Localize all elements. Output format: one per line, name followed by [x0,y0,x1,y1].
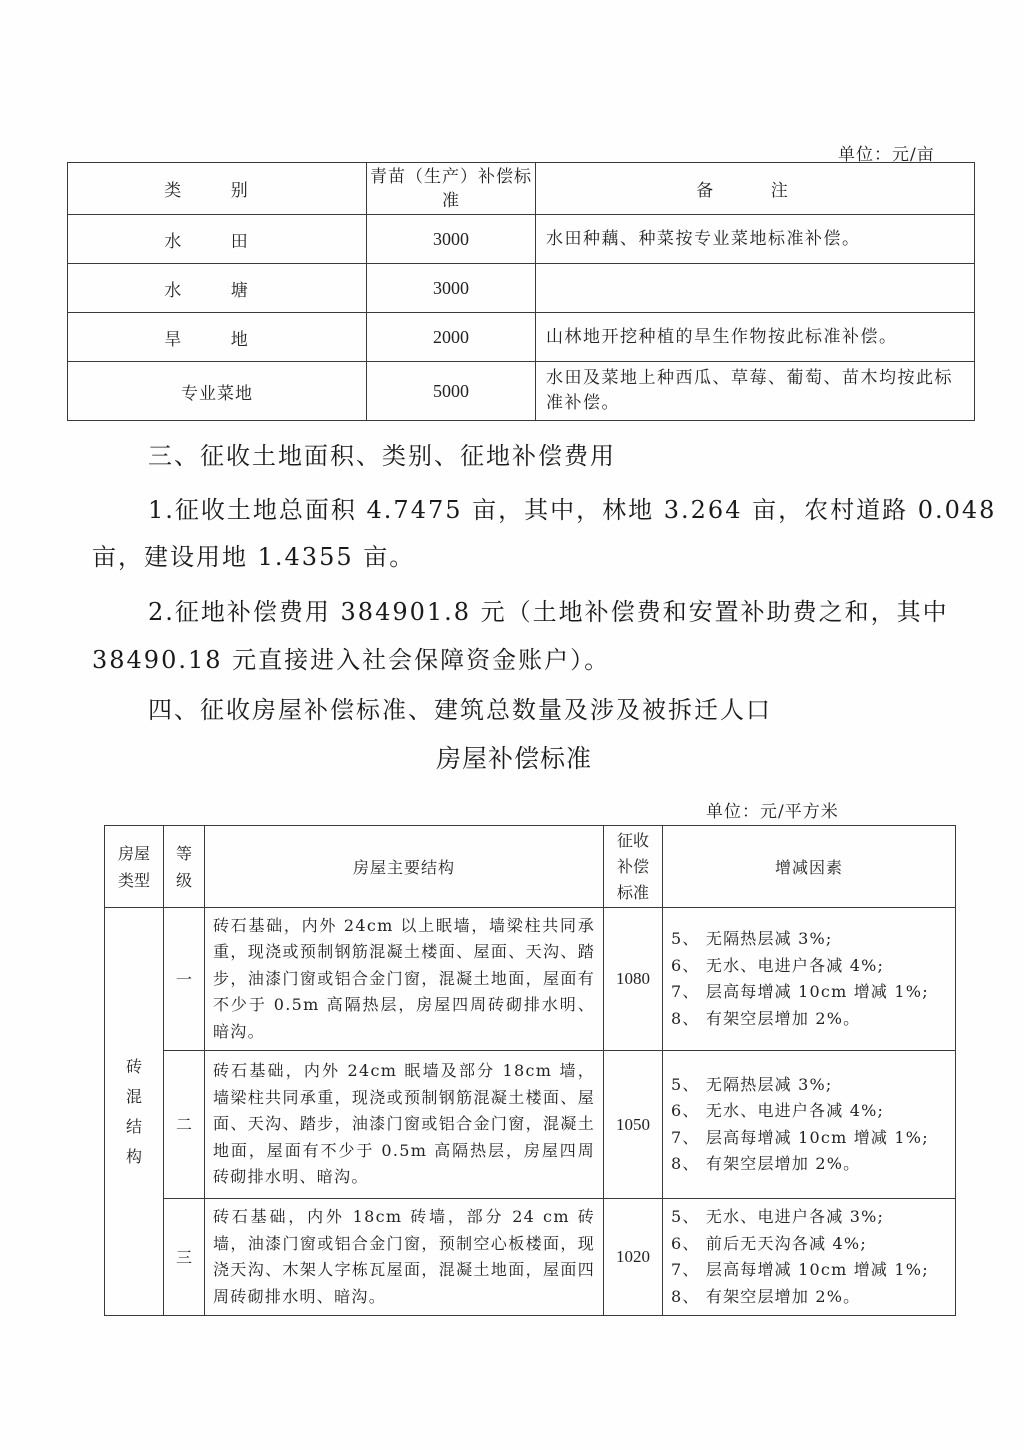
paragraph-1-line-1: 1.征收土地总面积 4.7475 亩，其中，林地 3.264 亩，农村道路 0.048 [148,496,997,524]
table-row [105,908,956,1051]
header-structure: 房屋主要结构 [205,826,604,908]
factor-item: 5、 无水、电进户各减 3%; [671,1207,885,1226]
row-note: 山林地开挖种植的旱生作物按此标准补偿。 [536,313,975,362]
row-standard: 3000 [367,264,536,313]
factor-item: 7、 层高每增减 10cm 增减 1%; [671,982,929,1001]
row-standard: 2000 [367,313,536,362]
row-category: 旱 地 [68,313,367,362]
row-factors [663,1051,956,1199]
paragraph-2-line-2: 38490.18 元直接进入社会保障资金账户）。 [92,646,611,674]
factor-item: 7、 层高每增减 10cm 增减 1%; [671,1260,929,1279]
row-category: 水 塘 [68,264,367,313]
paragraph-2-line-1: 2.征地补偿费用 384901.8 元（土地补偿费和安置补助费之和，其中 [148,598,949,626]
paragraph-1-line-2: 亩，建设用地 1.4355 亩。 [92,543,416,571]
table-row [105,1199,956,1316]
table-row [68,215,975,264]
row-category: 专业菜地 [68,362,367,421]
house-compensation-table [104,825,956,1316]
header-standard: 青苗（生产）补偿标准 [367,163,536,215]
house-type-cell: 砖 混 结 构 [105,908,164,1316]
row-standard: 1020 [604,1199,663,1316]
row-factors [663,908,956,1051]
factor-item: 6、 前后无天沟各减 4%; [671,1233,867,1253]
house-table-title: 房屋补偿标准 [436,744,593,773]
factor-item: 7、 层高每增减 10cm 增减 1%; [671,1127,929,1147]
row-standard: 5000 [367,362,536,421]
table-header-row [68,163,975,215]
row-note: 水田种藕、种菜按专业菜地标准补偿。 [536,215,975,264]
factor-item: 5、 无隔热层减 3%; [671,1074,833,1094]
row-structure: 砖石基础，内外 18cm 砖墙，部分 24 cm 砖墙，油漆门窗或铝合金门窗，预制空心板楼面，现浇天沟、木架人字栋瓦屋面，混凝土地面，屋面四周砖砌排水明、暗沟。 [205,1199,604,1316]
factor-item: 8、 有架空层增加 2%。 [671,1286,861,1306]
header-grade: 等 级 [164,826,205,908]
section-4-heading: 四、征收房屋补偿标准、建筑总数量及涉及被拆迁人口 [148,696,772,724]
header-standard: 征收 补偿 标准 [604,826,663,908]
header-note: 备 注 [536,163,975,215]
section-3-heading: 三、征收土地面积、类别、征地补偿费用 [148,442,616,470]
crop-compensation-table [67,162,975,421]
table-header-row [105,826,956,908]
table-row [68,362,975,421]
row-standard: 3000 [367,215,536,264]
row-grade: 二 [164,1051,205,1199]
header-factors: 增减因素 [663,826,956,908]
row-standard: 1080 [604,908,663,1051]
row-grade: 三 [164,1199,205,1316]
row-factors [663,1199,956,1316]
row-structure: 砖石基础，内外 24cm 以上眠墙，墙梁柱共同承重，现浇或预制钢筋混凝土楼面、屋面、天沟、踏步，油漆门窗或铝合金门窗，混凝土地面，屋面有不少于 0.5m 高隔热层，房屋四周砖砌排水明、暗沟。 [205,908,604,1051]
table-row [68,313,975,362]
header-house-type: 房屋 类型 [105,826,164,908]
factor-item: 6、 无水、电进户各减 4%; [671,1101,885,1120]
table-row [105,1051,956,1199]
row-category: 水 田 [68,215,367,264]
row-note: 水田及菜地上种西瓜、草莓、葡萄、苗木均按此标准补偿。 [536,362,975,421]
row-structure: 砖石基础，内外 24cm 眠墙及部分 18cm 墙，墙梁柱共同承重，现浇或预制钢筋混凝土楼面、屋面、天沟、踏步，油漆门窗或铝合金门窗，混凝土地面，屋面有不少于 0.5m 高隔热层，房屋四周砖砌排水明、暗沟。 [205,1051,604,1199]
row-note [536,264,975,313]
crop-table-unit-label: 单位：元/亩 [838,145,935,165]
house-table-unit-label: 单位：元/平方米 [706,802,839,822]
factor-item: 8、 有架空层增加 2%。 [671,1008,861,1028]
factor-item: 5、 无隔热层减 3%; [671,929,833,948]
row-grade: 一 [164,908,205,1051]
header-category: 类 别 [68,163,367,215]
row-standard: 1050 [604,1051,663,1199]
factor-item: 6、 无水、电进户各减 4%; [671,955,885,975]
table-row [68,264,975,313]
factor-item: 8、 有架空层增加 2%。 [671,1154,861,1173]
